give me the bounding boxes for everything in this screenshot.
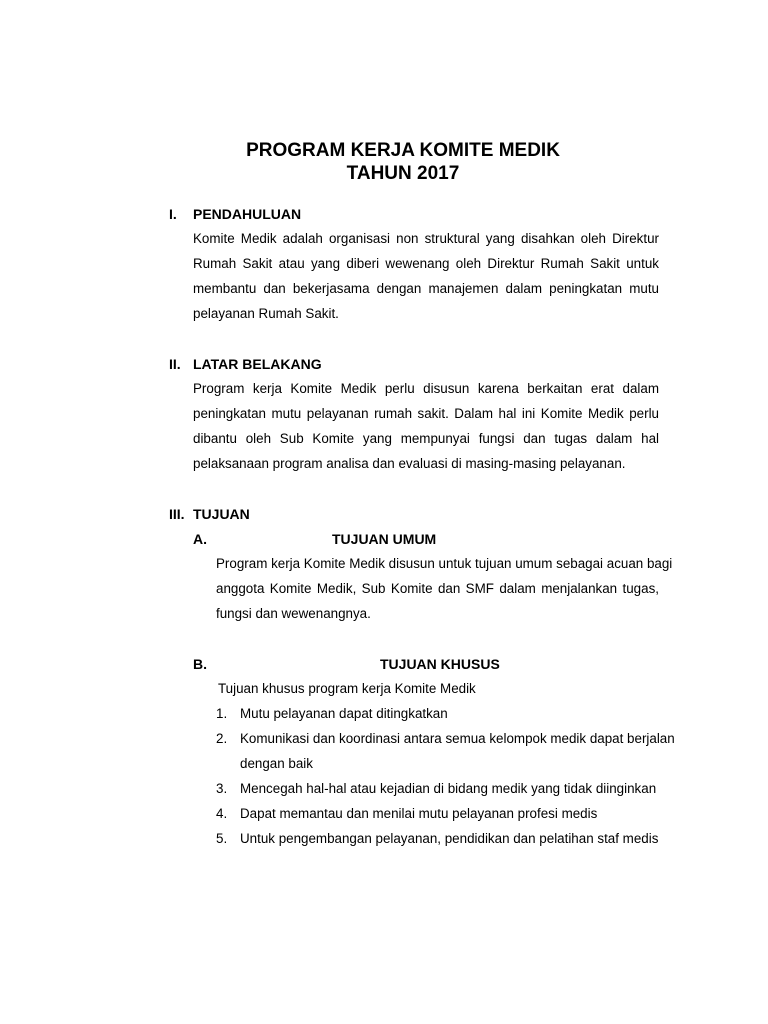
- document-year: TAHUN 2017: [346, 163, 460, 184]
- paragraph-line: Program kerja Komite Medik perlu disusun karena berkaitan erat dalam: [193, 381, 659, 396]
- section-number: I.: [169, 206, 177, 222]
- section-title-pendahuluan: PENDAHULUAN: [193, 206, 302, 222]
- document-title: PROGRAM KERJA KOMITE MEDIK: [246, 140, 560, 161]
- paragraph-line: Rumah Sakit atau yang diberi wewenang oleh Direktur Rumah Sakit untuk: [193, 256, 659, 271]
- list-item-continuation: dengan baik: [240, 756, 313, 771]
- list-item-number: 3.: [216, 781, 228, 796]
- paragraph-line: Program kerja Komite Medik disusun untuk tujuan umum sebagai acuan bagi: [216, 556, 673, 571]
- list-item-number: 2.: [216, 731, 228, 746]
- section-number: II.: [169, 356, 181, 372]
- subsection-letter: A.: [193, 531, 207, 547]
- subsection-intro: Tujuan khusus program kerja Komite Medik: [218, 681, 476, 696]
- section-number: III.: [169, 506, 185, 522]
- paragraph-line: anggota Komite Medik, Sub Komite dan SMF dalam menjalankan tugas,: [216, 581, 659, 596]
- paragraph-line: dibantu oleh Sub Komite yang mempunyai fungsi dan tugas dalam hal: [193, 431, 659, 446]
- list-item: Untuk pengembangan pelayanan, pendidikan dan pelatihan staf medis: [240, 831, 659, 846]
- list-item-number: 1.: [216, 706, 228, 721]
- list-item-number: 5.: [216, 831, 228, 846]
- section-title-tujuan: TUJUAN: [193, 506, 250, 522]
- paragraph-line: fungsi dan wewenangnya.: [216, 606, 371, 621]
- paragraph-line: Komite Medik adalah organisasi non struktural yang disahkan oleh Direktur: [193, 231, 659, 246]
- list-item: Komunikasi dan koordinasi antara semua kelompok medik dapat berjalan: [240, 731, 675, 746]
- paragraph-line: pelayanan Rumah Sakit.: [193, 306, 339, 321]
- paragraph-line: pelaksanaan program analisa dan evaluasi di masing-masing pelayanan.: [193, 456, 626, 471]
- list-item: Dapat memantau dan menilai mutu pelayanan profesi medis: [240, 806, 598, 821]
- list-item: Mencegah hal-hal atau kejadian di bidang medik yang tidak diinginkan: [240, 781, 657, 796]
- list-item: Mutu pelayanan dapat ditingkatkan: [240, 706, 448, 721]
- section-title-latar-belakang: LATAR BELAKANG: [193, 356, 322, 372]
- list-item-number: 4.: [216, 806, 228, 821]
- subsection-title-tujuan-umum: TUJUAN UMUM: [332, 531, 437, 547]
- subsection-title-tujuan-khusus: TUJUAN KHUSUS: [380, 656, 500, 672]
- subsection-letter: B.: [193, 656, 207, 672]
- paragraph-line: membantu dan bekerjasama dengan manajemen dalam peningkatan mutu: [193, 281, 659, 296]
- paragraph-line: peningkatan mutu pelayanan rumah sakit. Dalam hal ini Komite Medik perlu: [193, 406, 659, 421]
